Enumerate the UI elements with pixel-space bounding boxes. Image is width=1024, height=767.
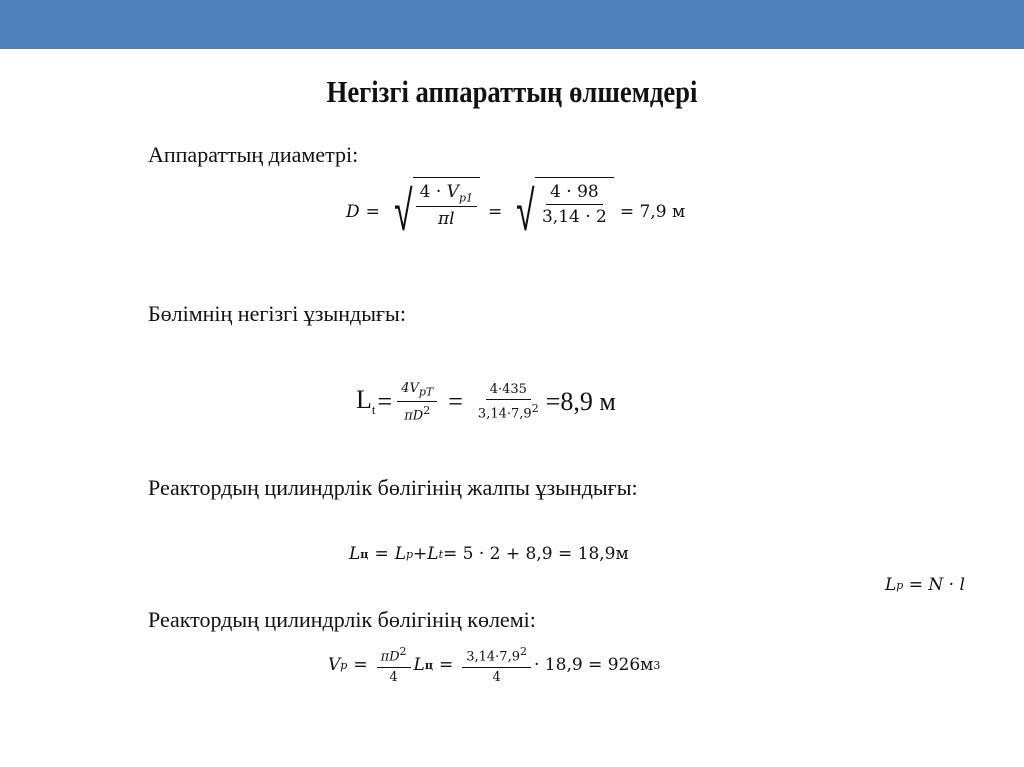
section-label-total-length: Реактордың цилиндрлік бөлігінің жалпы ұзындығы:	[148, 475, 638, 500]
formula-side-note: L p = N · l	[885, 575, 965, 595]
formula-result: = 7,9 м	[619, 202, 686, 222]
slide-title: Негізгі аппараттың өлшемдері	[326, 74, 698, 109]
formula-result: = 5 · 2 + 8,9 = 18,9м	[443, 544, 629, 564]
formula-total-length: L ц = L p + L t = 5 · 2 + 8,9 = 18,9м	[349, 544, 629, 564]
formula-volume: V p = $\frac{\pi D^2}{4}$ L ц = $\frac{3,14\cdot 7,9^2}{4}$ · 18,9 = 926м 3	[328, 645, 661, 685]
radical-icon: √	[516, 179, 535, 244]
formula-diameter: D = √ $\frac{4 \cdot V_{p1}}{\pi l}$ = √ $\frac{4 \cdot 98}{3,14 \cdot 2}$ = 7,9 м	[346, 170, 685, 254]
formula-lhs: D	[346, 202, 360, 222]
formula-result: · 18,9 = 926м	[534, 655, 654, 675]
sqrt-symbolic: √ $\frac{4 \cdot V_{p1}}{\pi l}$	[388, 177, 480, 247]
section-label-volume: Реактордың цилиндрлік бөлігінің көлемі:	[148, 607, 536, 632]
section-label-diameter: Аппараттың диаметрі:	[148, 142, 359, 167]
formula-lhs: $L_t$	[356, 385, 376, 418]
header-bar	[0, 0, 1024, 49]
section-label-length: Бөлімнің негізгі ұзындығы:	[148, 301, 406, 326]
sqrt-numeric: √ $\frac{4 \cdot 98}{3,14 \cdot 2}$	[510, 177, 614, 247]
radical-icon: √	[394, 179, 413, 244]
formula-section-length: $L_t$ = $\frac{4V_{pT}}{\pi D^2}$ = $\frac{4\cdot 435}{3,14\cdot 7,9^2}$ =8,9 м	[356, 381, 616, 423]
formula-result: =8,9 м	[545, 387, 616, 416]
